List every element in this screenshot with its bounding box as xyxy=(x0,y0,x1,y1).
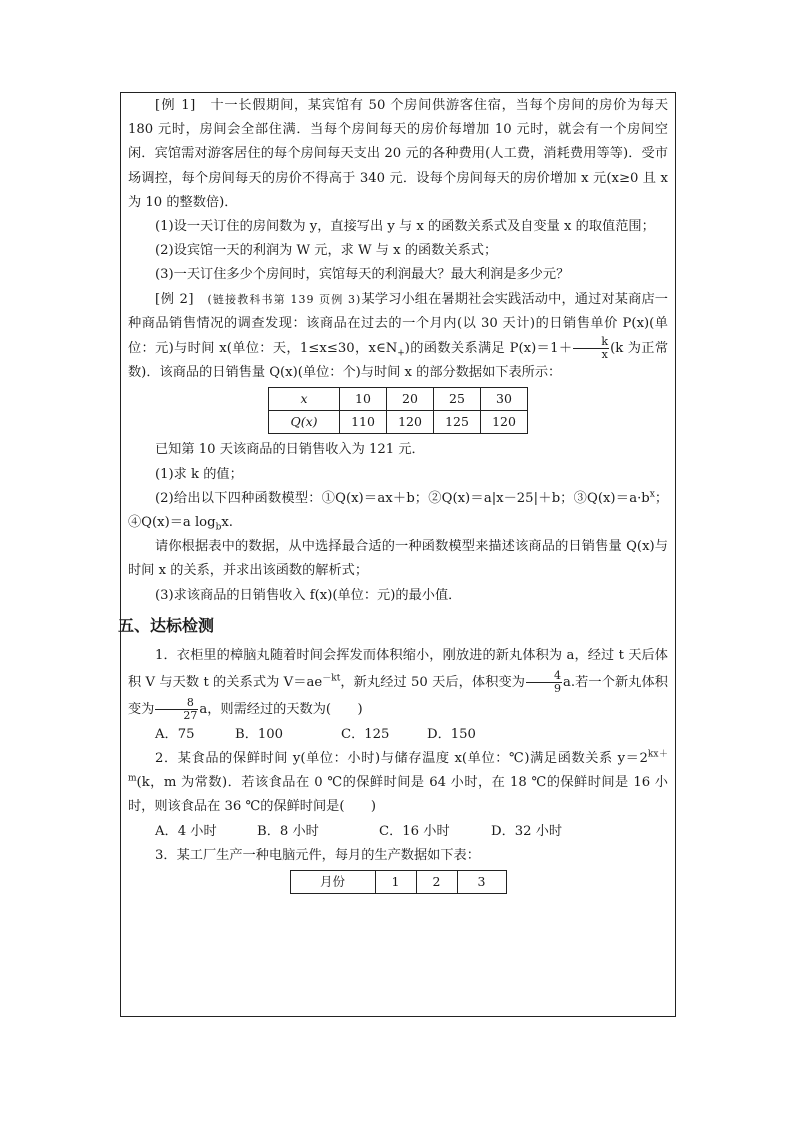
table-header-x: x xyxy=(269,388,340,411)
example1-question-3: (3)一天订住多少个房间时，宾馆每天的利润最大？最大利润是多少元？ xyxy=(155,267,570,283)
option-c: C．16 小时 xyxy=(379,823,450,839)
example2-question-3: (3)求该商品的日销售收入 f(x)(单位：元)的最小值． xyxy=(155,587,462,603)
sales-data-table xyxy=(268,387,528,434)
problem1-fraction-1 xyxy=(526,670,562,695)
example1-text: 十一长假期间，某宾馆有 50 个房间供游客住宿，当每个房间的房价为每天 180 元时，房间会全部住满．当每个房间每天的房价每增加 10 元时，就会有一个房间空闲．宾馆需对游客居住的每个房间每天支出 20 元的各种费用(人工费，消耗费用等等)．受市场调控，每个房间每天的房价不得高于 340 元．设每个房间每天的房价增加 x 元(x≥0 且 x 为 10 的整数倍)． xyxy=(128,98,669,210)
table-cell: 30 xyxy=(481,388,528,411)
table-cell: 3 xyxy=(457,871,506,894)
table-header-q: Q(x) xyxy=(269,411,340,434)
option-c: C．125 xyxy=(341,726,390,742)
example2-text-b: )的函数关系满足 P(x)＝1＋ xyxy=(404,341,573,357)
question2-subscript: b xyxy=(215,522,222,533)
example1-intro xyxy=(128,94,668,215)
problem2-text-a: 2．某食品的保鲜时间 y(单位：小时)与储存温度 x(单位：℃)满足函数关系 y＝2 xyxy=(155,751,648,767)
example2-text-c: (k 为正常数)．该商品的日销售量 Q(x)(单位：个)与时间 x 的部分数据如下表所示： xyxy=(128,341,669,381)
question2-superscript: x xyxy=(649,489,655,500)
fraction-denominator: 9 xyxy=(554,681,562,695)
example2-fraction xyxy=(573,336,609,361)
option-b: B．8 小时 xyxy=(257,823,319,839)
problem1-text-c: a.若一个新丸体积变为 xyxy=(128,674,668,717)
section-title: 五、达标检测 xyxy=(118,615,215,635)
example2-text-a: 某学习小组在暑期社会实践活动中，通过对某商店一种商品销售情况的调查发现：该商品在过去的一个月内(以 30 天计)的日销售单价 P(x)(单位：元)与时间 x(单位：天，1≤x≤30，x∈N xyxy=(128,291,668,357)
problem2-superscript: kx＋m xyxy=(128,749,669,784)
document-body xyxy=(118,94,669,898)
question2-text: (2)给出以下四种函数模型：①Q(x)＝ax＋b；②Q(x)＝a|x－25|＋b；③Q(x)＝a·b xyxy=(155,490,650,506)
example2-tag: [例 2] xyxy=(155,291,194,307)
option-b: B．100 xyxy=(235,726,284,742)
production-table xyxy=(290,870,507,894)
table-cell: 1 xyxy=(375,871,416,894)
table-cell: 120 xyxy=(387,411,434,434)
question2-text-end: ；④Q(x)＝a log xyxy=(128,490,668,531)
table-cell: 10 xyxy=(340,388,387,411)
example1-question-1: (1)设一天订住的房间数为 y，直接写出 y 与 x 的函数关系式及自变量 x 的取值范围； xyxy=(155,219,655,235)
problem2-text-b: (k，m 为常数)．若该食品在 0 ℃的保鲜时间是 64 小时，在 18 ℃的保鲜时间是 16 小时，则该食品在 36 ℃的保鲜时间是( ) xyxy=(128,775,668,815)
example2-question-1: (1)求 k 的值； xyxy=(155,466,243,482)
option-d: D．32 小时 xyxy=(491,823,563,839)
example2-reference: (链接教科书第 139 页例 3) xyxy=(207,292,362,306)
example2-intro xyxy=(128,288,668,386)
question2-tail: x. xyxy=(221,515,233,531)
fraction-numerator: k xyxy=(573,336,609,349)
fraction-denominator: x xyxy=(601,348,608,362)
table-header-month: 月份 xyxy=(290,871,375,894)
problem1-superscript: －kt xyxy=(322,673,341,684)
fraction-numerator: 8 xyxy=(155,697,198,710)
problem1-text xyxy=(128,642,668,723)
problem1-options xyxy=(128,723,668,747)
problem2-options xyxy=(128,820,668,844)
table-row xyxy=(269,411,528,434)
table-cell: 110 xyxy=(340,411,387,434)
example2-question-2 xyxy=(128,487,668,535)
example1-question-2: (2)设宾馆一天的利润为 W 元，求 W 与 x 的函数关系式； xyxy=(155,243,498,259)
table-row xyxy=(269,388,528,411)
problem1-text-b: ，新丸经过 50 天后，体积变为 xyxy=(340,674,526,690)
table-row xyxy=(290,871,506,894)
example2-known: 已知第 10 天该商品的日销售收入为 121 元． xyxy=(155,442,425,458)
problem3-text: 3．某工厂生产一种电脑元件，每月的生产数据如下表： xyxy=(155,847,480,863)
table-cell: 20 xyxy=(387,388,434,411)
option-a: A．75 xyxy=(155,726,195,742)
problem2-text xyxy=(128,747,668,820)
table-cell: 2 xyxy=(416,871,457,894)
table-cell: 125 xyxy=(434,411,481,434)
problem1-fraction-2 xyxy=(155,697,198,722)
example2-subscript: + xyxy=(397,348,405,359)
fraction-numerator: 4 xyxy=(526,670,562,683)
problem1-text-d: a，则需经过的天数为( ) xyxy=(199,701,363,717)
table-cell: 25 xyxy=(434,388,481,411)
table-cell: 120 xyxy=(481,411,528,434)
example1-tag: [例 1] xyxy=(155,98,196,113)
option-a: A．4 小时 xyxy=(155,823,217,839)
fraction-denominator: 27 xyxy=(183,708,198,722)
option-d: D．150 xyxy=(427,726,476,742)
problem1-text-a: 1．衣柜里的樟脑丸随着时间会挥发而体积缩小，刚放进的新丸体积为 a，经过 t 天后体积 V 与天数 t 的关系式为 V＝ae xyxy=(128,647,668,690)
example2-question-2-more: 请你根据表中的数据，从中选择最合适的一种函数模型来描述该商品的日销售量 Q(x)与时间 x 的关系，并求出该函数的解析式； xyxy=(128,539,668,579)
